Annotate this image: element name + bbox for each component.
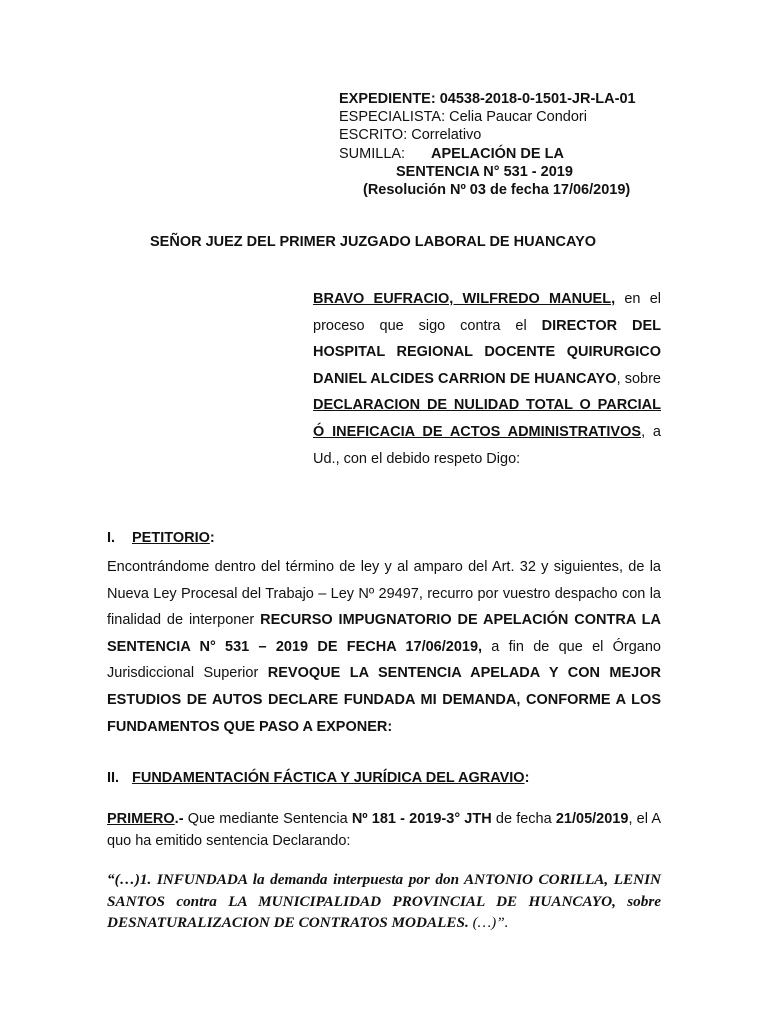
primero-dot: .- (174, 811, 184, 827)
section-title-colon: : (209, 530, 215, 546)
quoted-ruling (107, 869, 661, 934)
petitorio-text-2: a fin de que el Órgano Jurisdiccional Superior (107, 638, 661, 682)
sumilla-line-3: (Resolución Nº 03 de fecha 17/06/2019) (363, 182, 631, 199)
sentencia-date: 21/05/2019 (555, 811, 629, 827)
section-title-text: FUNDAMENTACIÓN FÁCTICA Y JURÍDICA DEL AGRAVIO (132, 770, 525, 786)
primero-paragraph (107, 808, 661, 852)
especialista-value: Celia Paucar Condori (445, 109, 587, 126)
primero-text-1: Que mediante Sentencia (183, 811, 352, 827)
matter-text: DECLARACION DE NULIDAD TOTAL O PARCIAL Ó INEFICACIA DE ACTOS ADMINISTRATIVOS (313, 397, 661, 440)
party-text-1: en el proceso que sigo contra el (313, 291, 661, 334)
sentencia-ref: Nº 181 - 2019-3° JTH (351, 811, 492, 827)
addressee-heading: SEÑOR JUEZ DEL PRIMER JUZGADO LABORAL DE HUANCAYO (150, 234, 597, 250)
defendant-name: DIRECTOR DEL HOSPITAL REGIONAL DOCENTE QUIRURGICO DANIEL ALCIDES CARRION DE HUANCAYO (313, 317, 661, 387)
escrito-label: ESCRITO: (339, 127, 408, 144)
sumilla-line-2: SENTENCIA N° 531 - 2019 (396, 163, 573, 180)
section-title-text: PETITORIO (132, 530, 210, 546)
party-text-3: , a Ud., con el debido respeto Digo: (313, 423, 661, 467)
section-number: I. (107, 530, 116, 546)
primero-text-2: de fecha (491, 811, 556, 827)
escrito-line (339, 126, 669, 144)
escrito-value: Correlativo (407, 127, 482, 144)
plaintiff-name: BRAVO EUFRACIO, WILFREDO MANUEL, (313, 291, 616, 307)
sumilla-line-1: APELACIÓN DE LA (431, 145, 564, 162)
petitorio-bold-2: REVOQUE LA SENTENCIA APELADA Y CON MEJOR ESTUDIOS DE AUTOS DECLARE FUNDADA MI DEMANDA, CONFORME A LOS FUNDAMENTOS QUE PASO A EXPONER: (107, 665, 661, 735)
sumilla-label: SUMILLA: (339, 145, 406, 162)
sumilla-line (339, 145, 669, 163)
petitorio-bold-1: RECURSO IMPUGNATORIO DE APELACIÓN CONTRA LA SENTENCIA N° 531 – 2019 DE FECHA 17/06/2019, (107, 612, 661, 655)
section-number: II. (107, 770, 120, 786)
primero-label: PRIMERO (107, 811, 175, 827)
quote-tail: (…)”. (472, 914, 509, 931)
petitorio-paragraph (107, 554, 661, 740)
primero-text-3: , el A quo ha emitido sentencia Declarando: (107, 811, 661, 849)
section-title-colon: : (524, 770, 530, 786)
quote-text: “(…)1. INFUNDADA la demanda interpuesta por don ANTONIO CORILLA, LENIN SANTOS contra LA MUNICIPALIDAD PROVINCIAL DE HUANCAYO, sobre DESNATURALIZACION DE CONTRATOS MODALES. (107, 871, 661, 931)
section-fundamentacion-title (107, 770, 529, 786)
especialista-label: ESPECIALISTA: (339, 109, 446, 126)
section-petitorio-title (107, 530, 215, 546)
party-paragraph (313, 286, 661, 472)
expediente-line: EXPEDIENTE: 04538-2018-0-1501-JR-LA-01 (339, 91, 636, 107)
especialista-line (339, 108, 669, 126)
petitorio-text-1: Encontrándome dentro del término de ley y al amparo del Art. 32 y siguientes, de la Nueva Ley Procesal del Trabajo – Ley Nº 29497, recurro por vuestro despacho con la finalidad de interponer (107, 559, 661, 629)
party-text-2: , sobre (616, 370, 661, 387)
case-caption (339, 90, 669, 199)
